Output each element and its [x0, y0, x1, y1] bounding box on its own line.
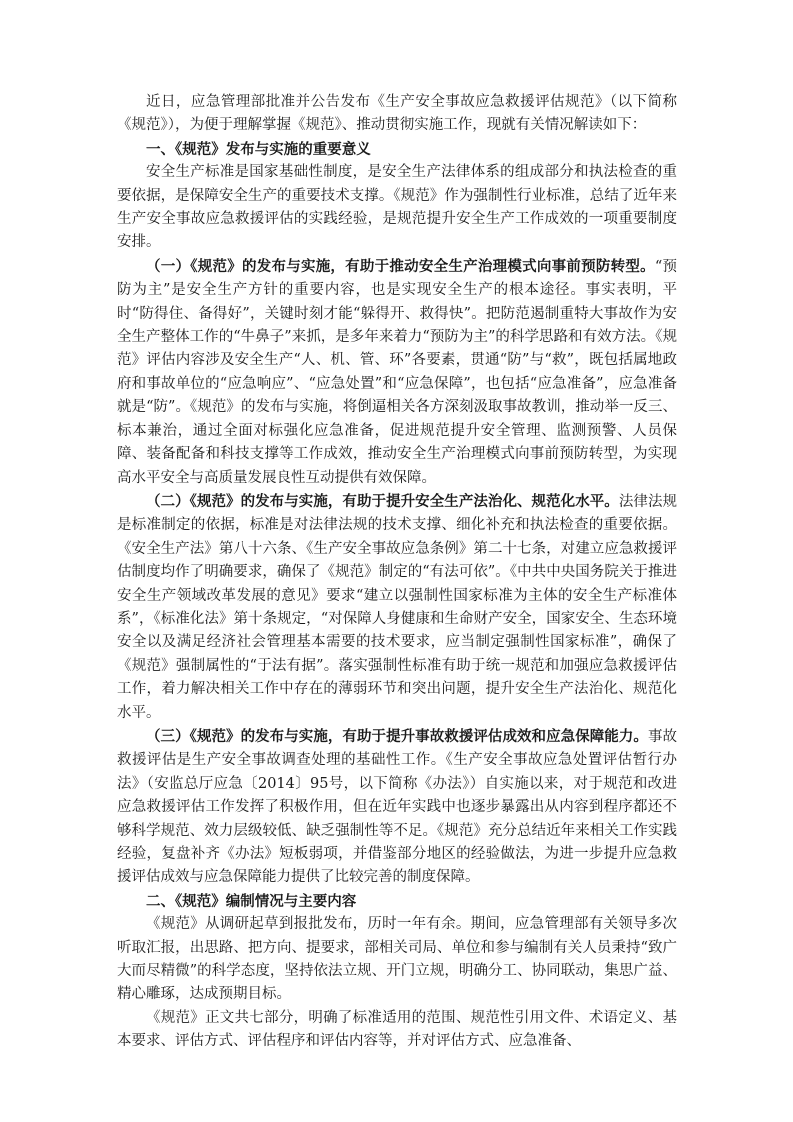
point-1-paragraph: [117, 255, 677, 490]
section-1-heading: 一、《规范》发布与实施的重要意义: [146, 140, 371, 158]
section-2-paragraph-2: 《规范》正文共七部分，明确了标准适用的范围、规范性引用文件、术语定义、基本要求、评估方式、评估程序和评估内容等，并对评估方式、应急准备、: [117, 1009, 677, 1050]
intro-paragraph: 近日，应急管理部批准并公告发布《生产安全事故应急救援评估规范》（以下简称《规范》），为便于理解掌握《规范》、推动贯彻实施工作，现就有关情况解读如下：: [117, 94, 677, 134]
section-2-heading: 二、《规范》编制情况与主要内容: [146, 892, 357, 910]
point-3-lead: （三）《规范》的发布与实施，有助于提升事故救援评估成效和应急保障能力。: [146, 727, 648, 745]
point-3-body: 事故救援评估是生产安全事故调查处理的基础性工作。《生产安全事故应急处置评估暂行办法》（安监总厅应急〔2014〕95号，以下简称《办法》）自实施以来，对于规范和改进应急救援评估工作发挥了积极作用，但在近年实践中也逐步暴露出从内容到程序都还不够科学规范、效力层级较低、缺乏强制性等不足。《规范》充分总结近年来相关工作实践经验，复盘补齐《办法》短板弱项，并借鉴部分地区的经验做法，为进一步提升应急救援评估成效与应急保障能力提供了比较完善的制度保障。: [117, 728, 678, 886]
point-2-body: 法律法规是标准制定的依据，标准是对法律法规的技术支撑、细化补充和执法检查的重要依据。《安全生产法》第八十六条、《生产安全事故应急条例》第二十七条，对建立应急救援评估制度均作了明确要求，确保了《规范》制定的“有法可依”。《中共中央国务院关于推进安全生产领域改革发展的意见》要求“建立以强制性国家标准为主体的安全生产标准体系”，《标准化法》第十条规定，“对保障人身健康和生命财产安全，国家安全、生态环境安全以及满足经济社会管理基本需要的技术要求，应当制定强制性国家标准”，确保了《规范》强制属性的“于法有据”。落实强制性标准有助于统一规范和加强应急救援评估工作，着力解决相关工作中存在的薄弱环节和突出问题，提升安全生产法治化、规范化水平。: [117, 493, 678, 721]
point-1-lead: （一）《规范》的发布与实施，有助于推动安全生产治理模式向事前预防转型。: [146, 257, 655, 275]
point-2-lead: （二）《规范》的发布与实施，有助于提升安全生产法治化、规范化水平。: [146, 492, 619, 510]
point-1-body: “预防为主”是安全生产方针的重要内容，也是实现安全生产的根本途径。事实表明，平时“防得住、备得好”，关键时刻才能“躲得开、救得快”。把防范遏制重特大事故作为安全生产整体工作的“牛鼻子”来抓，是多年来着力“预防为主”的科学思路和有效方法。《规范》评估内容涉及安全生产“人、机、管、环”各要素，贯通“防”与“救”，既包括属地政府和事故单位的“应急响应”、“应急处置”和“应急保障”，也包括“应急准备”，应急准备就是“防”。《规范》的发布与实施，将倒逼相关各方深刻汲取事故教训，推动举一反三、标本兼治，通过全面对标强化应急准备，促进规范提升安全管理、监测预警、人员保障、装备配备和科技支撑等工作成效，推动安全生产治理模式向事前预防转型，为实现高水平安全与高质量发展良性互动提供有效保障。: [117, 258, 678, 486]
document-body: [117, 91, 677, 1054]
section-1-paragraph: 安全生产标准是国家基础性制度，是安全生产法律体系的组成部分和执法检查的重要依据，是保障安全生产的重要技术支撑。《规范》作为强制性行业标准，总结了近年来生产安全事故应急救援评估的实践经验，是规范提升安全生产工作成效的一项重要制度安排。: [117, 164, 677, 251]
point-2-paragraph: [117, 490, 677, 725]
point-3-paragraph: [117, 725, 677, 890]
section-2-paragraph-1: 《规范》从调研起草到报批发布，历时一年有余。期间，应急管理部有关领导多次听取汇报，出思路、把方向、提要求，部相关司局、单位和参与编制有关人员秉持“致广大而尽精微”的科学态度，坚持依法立规、开门立规，明确分工、协同联动，集思广益、精心雕琢，达成预期目标。: [117, 916, 677, 1003]
